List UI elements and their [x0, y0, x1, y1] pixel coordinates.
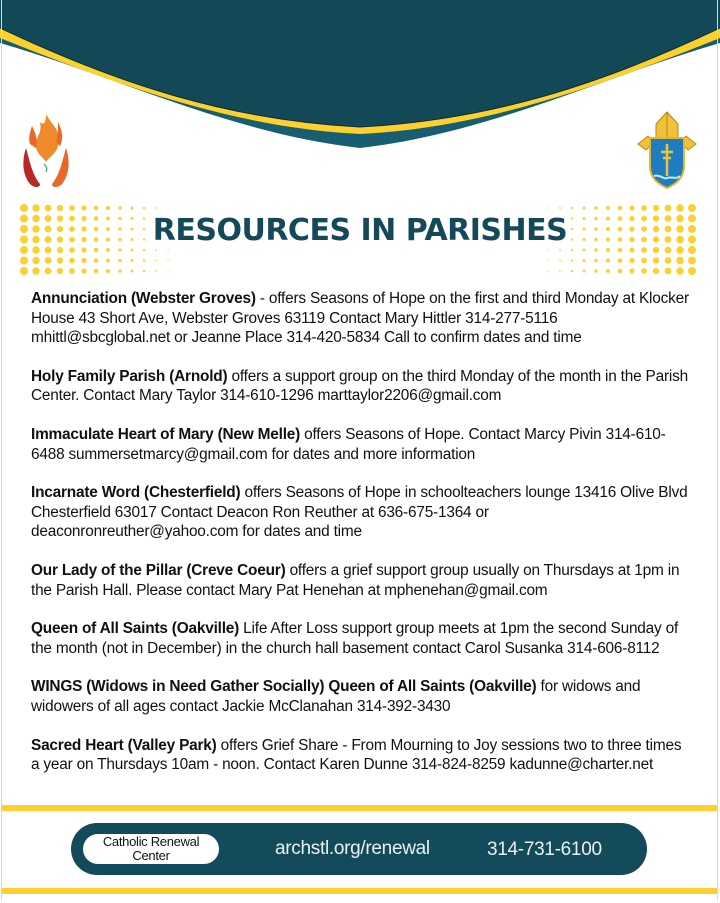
- halftone-dot: [20, 257, 28, 265]
- halftone-dot: [57, 257, 63, 263]
- parish-details: - offers Seasons of Hope on the first and third Monday at Klocker House 43 Short Ave, Webster Groves 63119 Contact Mary Hittler 314-277-5116 mhittl@sbcglobal.net or Jeanne Place 314-420-5834 Call to confirm dates and time: [31, 290, 689, 347]
- halftone-dot: [641, 205, 647, 211]
- halftone-dot: [94, 248, 99, 253]
- halftone-dot: [143, 249, 145, 251]
- parish-entry: [31, 619, 691, 658]
- halftone-dot: [559, 207, 561, 209]
- halftone-dot: [106, 206, 110, 210]
- halftone-dot: [32, 204, 39, 211]
- halftone-dot: [688, 257, 696, 265]
- halftone-dot: [131, 259, 134, 262]
- halftone-dot: [676, 204, 683, 211]
- parish-name: Holy Family Parish (Arnold): [31, 367, 228, 385]
- halftone-dot: [559, 270, 561, 272]
- halftone-dot: [167, 249, 168, 250]
- parish-details: for widows and widowers of all ages contact Jackie McClanahan 314-392-3430: [31, 678, 641, 715]
- halftone-dot: [131, 270, 134, 273]
- halftone-dot: [94, 206, 99, 211]
- halftone-dot: [94, 258, 99, 263]
- halftone-dot: [606, 248, 610, 252]
- page-title: RESOURCES IN PARISHES: [152, 213, 568, 248]
- parish-details: offers Seasons of Hope. Contact Marcy Pivin 314-610-6488 summersetmarcy@gmail.com for dates and more information: [31, 425, 666, 463]
- halftone-dot: [571, 270, 573, 272]
- archdiocese-coat-of-arms-icon: [632, 110, 702, 190]
- halftone-dot: [155, 260, 157, 262]
- halftone-dot: [81, 258, 86, 263]
- halftone-dot: [618, 248, 623, 253]
- halftone-dot: [641, 268, 647, 274]
- halftone-dot: [94, 269, 99, 274]
- parish-details: Life After Loss support group meets at 1pm the second Sunday of the month (not in December) in the church hall basement contact Carol Susanka 314-606-8112: [31, 620, 679, 657]
- halftone-dot: [688, 267, 696, 275]
- halftone-dot: [69, 258, 75, 264]
- halftone-dot: [20, 204, 28, 212]
- parish-name: Queen of All Saints (Oakville): [31, 620, 240, 638]
- website-link[interactable]: archstl.org/renewal: [275, 838, 430, 859]
- halftone-dot: [559, 249, 561, 251]
- catholic-renewal-center-badge: Catholic Renewal Center: [83, 834, 219, 864]
- halftone-dot: [32, 267, 39, 274]
- parish-entry: [31, 677, 691, 716]
- halftone-dot: [676, 267, 683, 274]
- halftone-dot: [665, 268, 672, 275]
- parish-name: Sacred Heart (Valley Park): [31, 736, 217, 754]
- halftone-dot: [118, 248, 121, 251]
- halftone-dot: [118, 259, 121, 262]
- halftone-dot: [57, 205, 63, 211]
- halftone-dot: [131, 207, 134, 210]
- halftone-dot: [629, 205, 634, 210]
- halftone-dot: [106, 269, 110, 273]
- halftone-dot: [143, 207, 145, 209]
- halftone-dot: [618, 258, 623, 263]
- halftone-dot: [167, 270, 168, 271]
- flame-dove-icon: [18, 112, 74, 190]
- halftone-dot: [547, 270, 548, 271]
- header-wave: [0, 0, 720, 160]
- header-dark-teal: [0, 0, 720, 127]
- halftone-dot: [106, 258, 110, 262]
- halftone-dot: [143, 259, 145, 261]
- halftone-dot: [81, 247, 86, 252]
- footer-divider-top: [2, 805, 718, 811]
- halftone-dot: [653, 268, 659, 274]
- halftone-dot: [167, 260, 168, 261]
- halftone-dot: [594, 206, 597, 209]
- parish-entry: [31, 425, 691, 464]
- halftone-dot: [583, 207, 586, 210]
- halftone-dot: [69, 268, 75, 274]
- parish-details: offers a support group on the third Monday of the month in the Parish Center. Contact Mary Taylor 314-610-1296 marttaylor2206@gmail.com: [31, 367, 688, 405]
- halftone-dot: [653, 257, 659, 263]
- parish-details: offers Seasons of Hope in schoolteachers lounge 13416 Olive Blvd Chesterfield 63017 Contact Deacon Ron Reuther at 636-675-1364 or deaconronreuther@yahoo.com for dates and time: [31, 484, 688, 541]
- halftone-dot: [606, 206, 610, 210]
- halftone-dot: [69, 205, 75, 211]
- parish-resources-list: [31, 289, 691, 794]
- footer-divider-bottom: [2, 888, 718, 894]
- halftone-dot: [155, 270, 157, 272]
- parish-name: WINGS (Widows in Need Gather Socially) Queen of All Saints (Oakville): [31, 678, 537, 696]
- halftone-dot: [594, 269, 597, 272]
- halftone-dot: [20, 267, 28, 275]
- halftone-dot: [57, 268, 63, 274]
- halftone-dot: [45, 205, 52, 212]
- halftone-dot: [665, 257, 672, 264]
- halftone-dot: [688, 204, 696, 212]
- halftone-dot: [118, 269, 121, 272]
- halftone-dot: [629, 258, 634, 263]
- halftone-dot: [618, 206, 623, 211]
- footer-contact-bar: [71, 823, 647, 875]
- parish-entry: [31, 561, 691, 600]
- halftone-dot: [118, 206, 121, 209]
- halftone-dot: [594, 248, 597, 251]
- halftone-dot: [583, 259, 586, 262]
- parish-details: offers a grief support group usually on Thursdays at 1pm in the Parish Hall. Please contact Mary Pat Henehan at mphenehan@gmail.com: [31, 561, 680, 599]
- halftone-dot: [606, 258, 610, 262]
- halftone-dot: [606, 269, 610, 273]
- halftone-dot: [106, 248, 110, 252]
- halftone-dot: [665, 205, 672, 212]
- halftone-dot: [641, 258, 647, 264]
- parish-entry: [31, 736, 691, 775]
- halftone-dot: [167, 207, 168, 208]
- halftone-dot: [45, 257, 52, 264]
- halftone-dot: [629, 247, 634, 252]
- halftone-dot: [583, 249, 586, 252]
- parish-name: Annunciation (Webster Groves): [31, 290, 256, 307]
- halftone-dot: [676, 257, 683, 264]
- halftone-dot: [547, 249, 548, 250]
- halftone-dot: [583, 270, 586, 273]
- halftone-dot: [571, 259, 573, 261]
- halftone-dot: [629, 268, 634, 273]
- halftone-dot: [155, 207, 157, 209]
- halftone-dot: [81, 205, 86, 210]
- parish-entry: [31, 289, 691, 348]
- halftone-dot: [131, 249, 134, 252]
- parish-entry: [31, 483, 691, 542]
- halftone-dot: [547, 260, 548, 261]
- halftone-dot: [653, 205, 659, 211]
- halftone-dot: [547, 207, 548, 208]
- parish-entry: [31, 367, 691, 406]
- phone-number[interactable]: 314-731-6100: [487, 839, 602, 860]
- halftone-dot: [571, 249, 573, 251]
- halftone-dot: [571, 207, 573, 209]
- halftone-dot: [155, 249, 157, 251]
- parish-name: Incarnate Word (Chesterfield): [31, 484, 241, 502]
- halftone-dot: [32, 257, 39, 264]
- halftone-dot: [143, 270, 145, 272]
- parish-details: offers Grief Share - From Mourning to Joy sessions two to three times a year on Thursdays 10am - noon. Contact Karen Dunne 314-824-8259 kadunne@charter.net: [31, 736, 682, 774]
- parish-name: Immaculate Heart of Mary (New Melle): [31, 425, 301, 443]
- halftone-dot: [81, 268, 86, 273]
- halftone-dot: [45, 268, 52, 275]
- halftone-dot: [594, 259, 597, 262]
- halftone-dot: [559, 260, 561, 262]
- parish-name: Our Lady of the Pillar (Creve Coeur): [31, 561, 286, 579]
- halftone-dot: [618, 269, 623, 274]
